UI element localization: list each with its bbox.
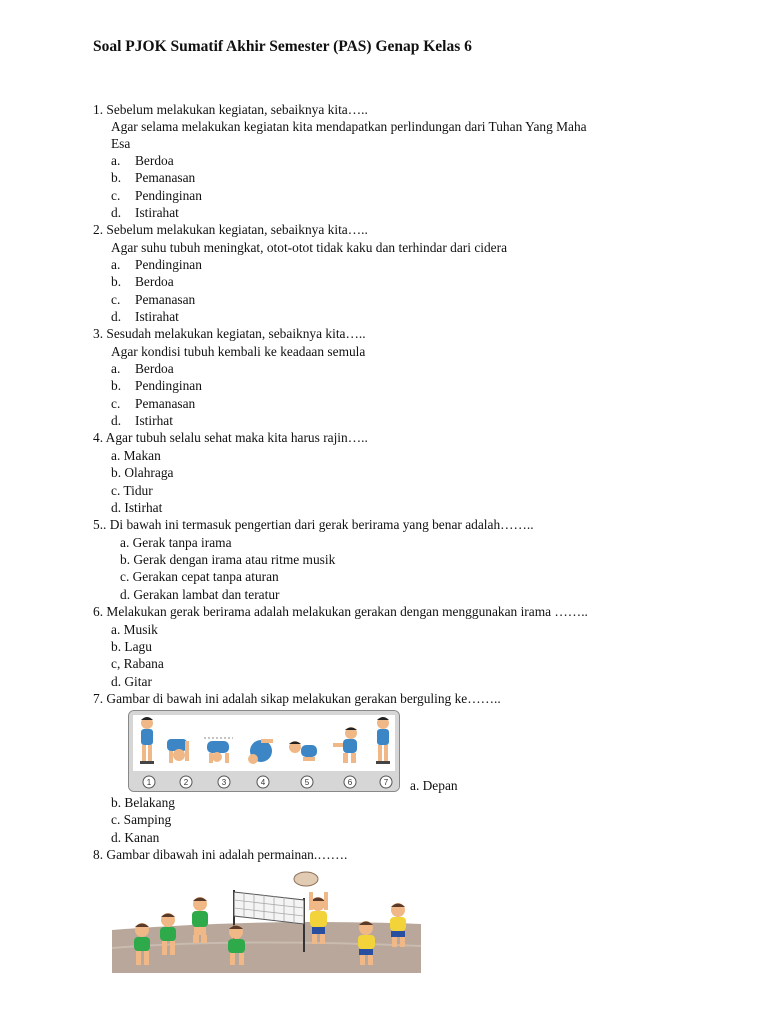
- question-number: 6.: [93, 604, 104, 619]
- document-title: Soal PJOK Sumatif Akhir Semester (PAS) Genap Kelas 6: [93, 38, 472, 55]
- volleyball-figure: [112, 868, 421, 973]
- step-label: 3: [221, 778, 227, 787]
- step-label: 5: [304, 778, 310, 787]
- question-stem: Di bawah ini termasuk pengertian dari gerak berirama yang benar adalah……..: [109, 517, 534, 532]
- option: d. Istirahat: [111, 309, 179, 324]
- option: a. Depan: [410, 778, 458, 793]
- question-6: [93, 603, 588, 620]
- question-number: 7.: [93, 691, 104, 706]
- option: c. Tidur: [111, 483, 153, 498]
- question-1-sub2: Esa: [111, 136, 131, 151]
- option: c. Pemanasan: [111, 292, 196, 307]
- option: c. Samping: [111, 812, 172, 827]
- question-stem: Gambar dibawah ini adalah permainan.…….: [106, 847, 348, 862]
- forward-roll-figure: [128, 710, 400, 792]
- question-8: [93, 846, 347, 863]
- question-stem: Sebelum melakukan kegiatan, sebaiknya kita…..: [106, 102, 368, 117]
- option: a. Pendinginan: [111, 257, 202, 272]
- option: b. Olahraga: [111, 465, 174, 480]
- option: b. Belakang: [111, 795, 175, 810]
- option: d. Gerakan lambat dan teratur: [120, 587, 280, 602]
- option: c. Pendinginan: [111, 188, 202, 203]
- question-1: [93, 101, 368, 118]
- option: d. Istirhat: [111, 413, 173, 428]
- question-stem: Melakukan gerak berirama adalah melakukan gerakan dengan menggunakan irama ……..: [106, 604, 588, 619]
- question-number: 2.: [93, 222, 104, 237]
- option: a. Gerak tanpa irama: [120, 535, 232, 550]
- option: a. Musik: [111, 622, 158, 637]
- option: c. Gerakan cepat tanpa aturan: [120, 569, 279, 584]
- question-stem: Sebelum melakukan kegiatan, sebaiknya kita…..: [106, 222, 368, 237]
- question-5: [93, 516, 534, 533]
- forward-roll-illustration: [129, 711, 399, 791]
- step-label: 1: [146, 778, 152, 787]
- option: c, Rabana: [111, 656, 164, 671]
- volleyball-ball: [294, 872, 318, 886]
- option: d. Istirhat: [111, 500, 163, 515]
- step-label: 2: [183, 778, 189, 787]
- option: d. Gitar: [111, 674, 152, 689]
- question-number: 8.: [93, 847, 104, 862]
- question-number: 5..: [93, 517, 107, 532]
- option: b. Pemanasan: [111, 170, 196, 185]
- volleyball-illustration: [112, 868, 421, 973]
- option: d. Istirahat: [111, 205, 179, 220]
- question-2-sub: Agar suhu tubuh meningkat, otot-otot tidak kaku dan terhindar dari cidera: [111, 240, 508, 255]
- option: d. Kanan: [111, 830, 160, 845]
- figure-step-2: [167, 739, 189, 763]
- step-label: 6: [347, 778, 353, 787]
- option: b. Pendinginan: [111, 378, 202, 393]
- question-4: [93, 429, 368, 446]
- question-number: 1.: [93, 102, 104, 117]
- question-stem: Gambar di bawah ini adalah sikap melakukan gerakan berguling ke……..: [106, 691, 501, 706]
- question-3-sub: Agar kondisi tubuh kembali ke keadaan semula: [111, 344, 366, 359]
- option: b. Gerak dengan irama atau ritme musik: [120, 552, 336, 567]
- question-7: [93, 690, 501, 707]
- option: b. Lagu: [111, 639, 152, 654]
- question-stem: Sesudah melakukan kegiatan, sebaiknya kita…..: [106, 326, 366, 341]
- question-3: [93, 325, 366, 342]
- option: a. Berdoa: [111, 153, 174, 168]
- step-label: 4: [260, 778, 266, 787]
- question-number: 3.: [93, 326, 104, 341]
- option: a. Makan: [111, 448, 161, 463]
- question-stem: Agar tubuh selalu sehat maka kita harus rajin…..: [105, 430, 368, 445]
- question-number: 4.: [93, 430, 104, 445]
- option: c. Pemanasan: [111, 396, 196, 411]
- step-label: 7: [383, 778, 389, 787]
- question-2: [93, 221, 368, 238]
- question-1-sub: Agar selama melakukan kegiatan kita mendapatkan perlindungan dari Tuhan Yang Maha: [111, 119, 587, 134]
- option: b. Berdoa: [111, 274, 174, 289]
- option: a. Berdoa: [111, 361, 174, 376]
